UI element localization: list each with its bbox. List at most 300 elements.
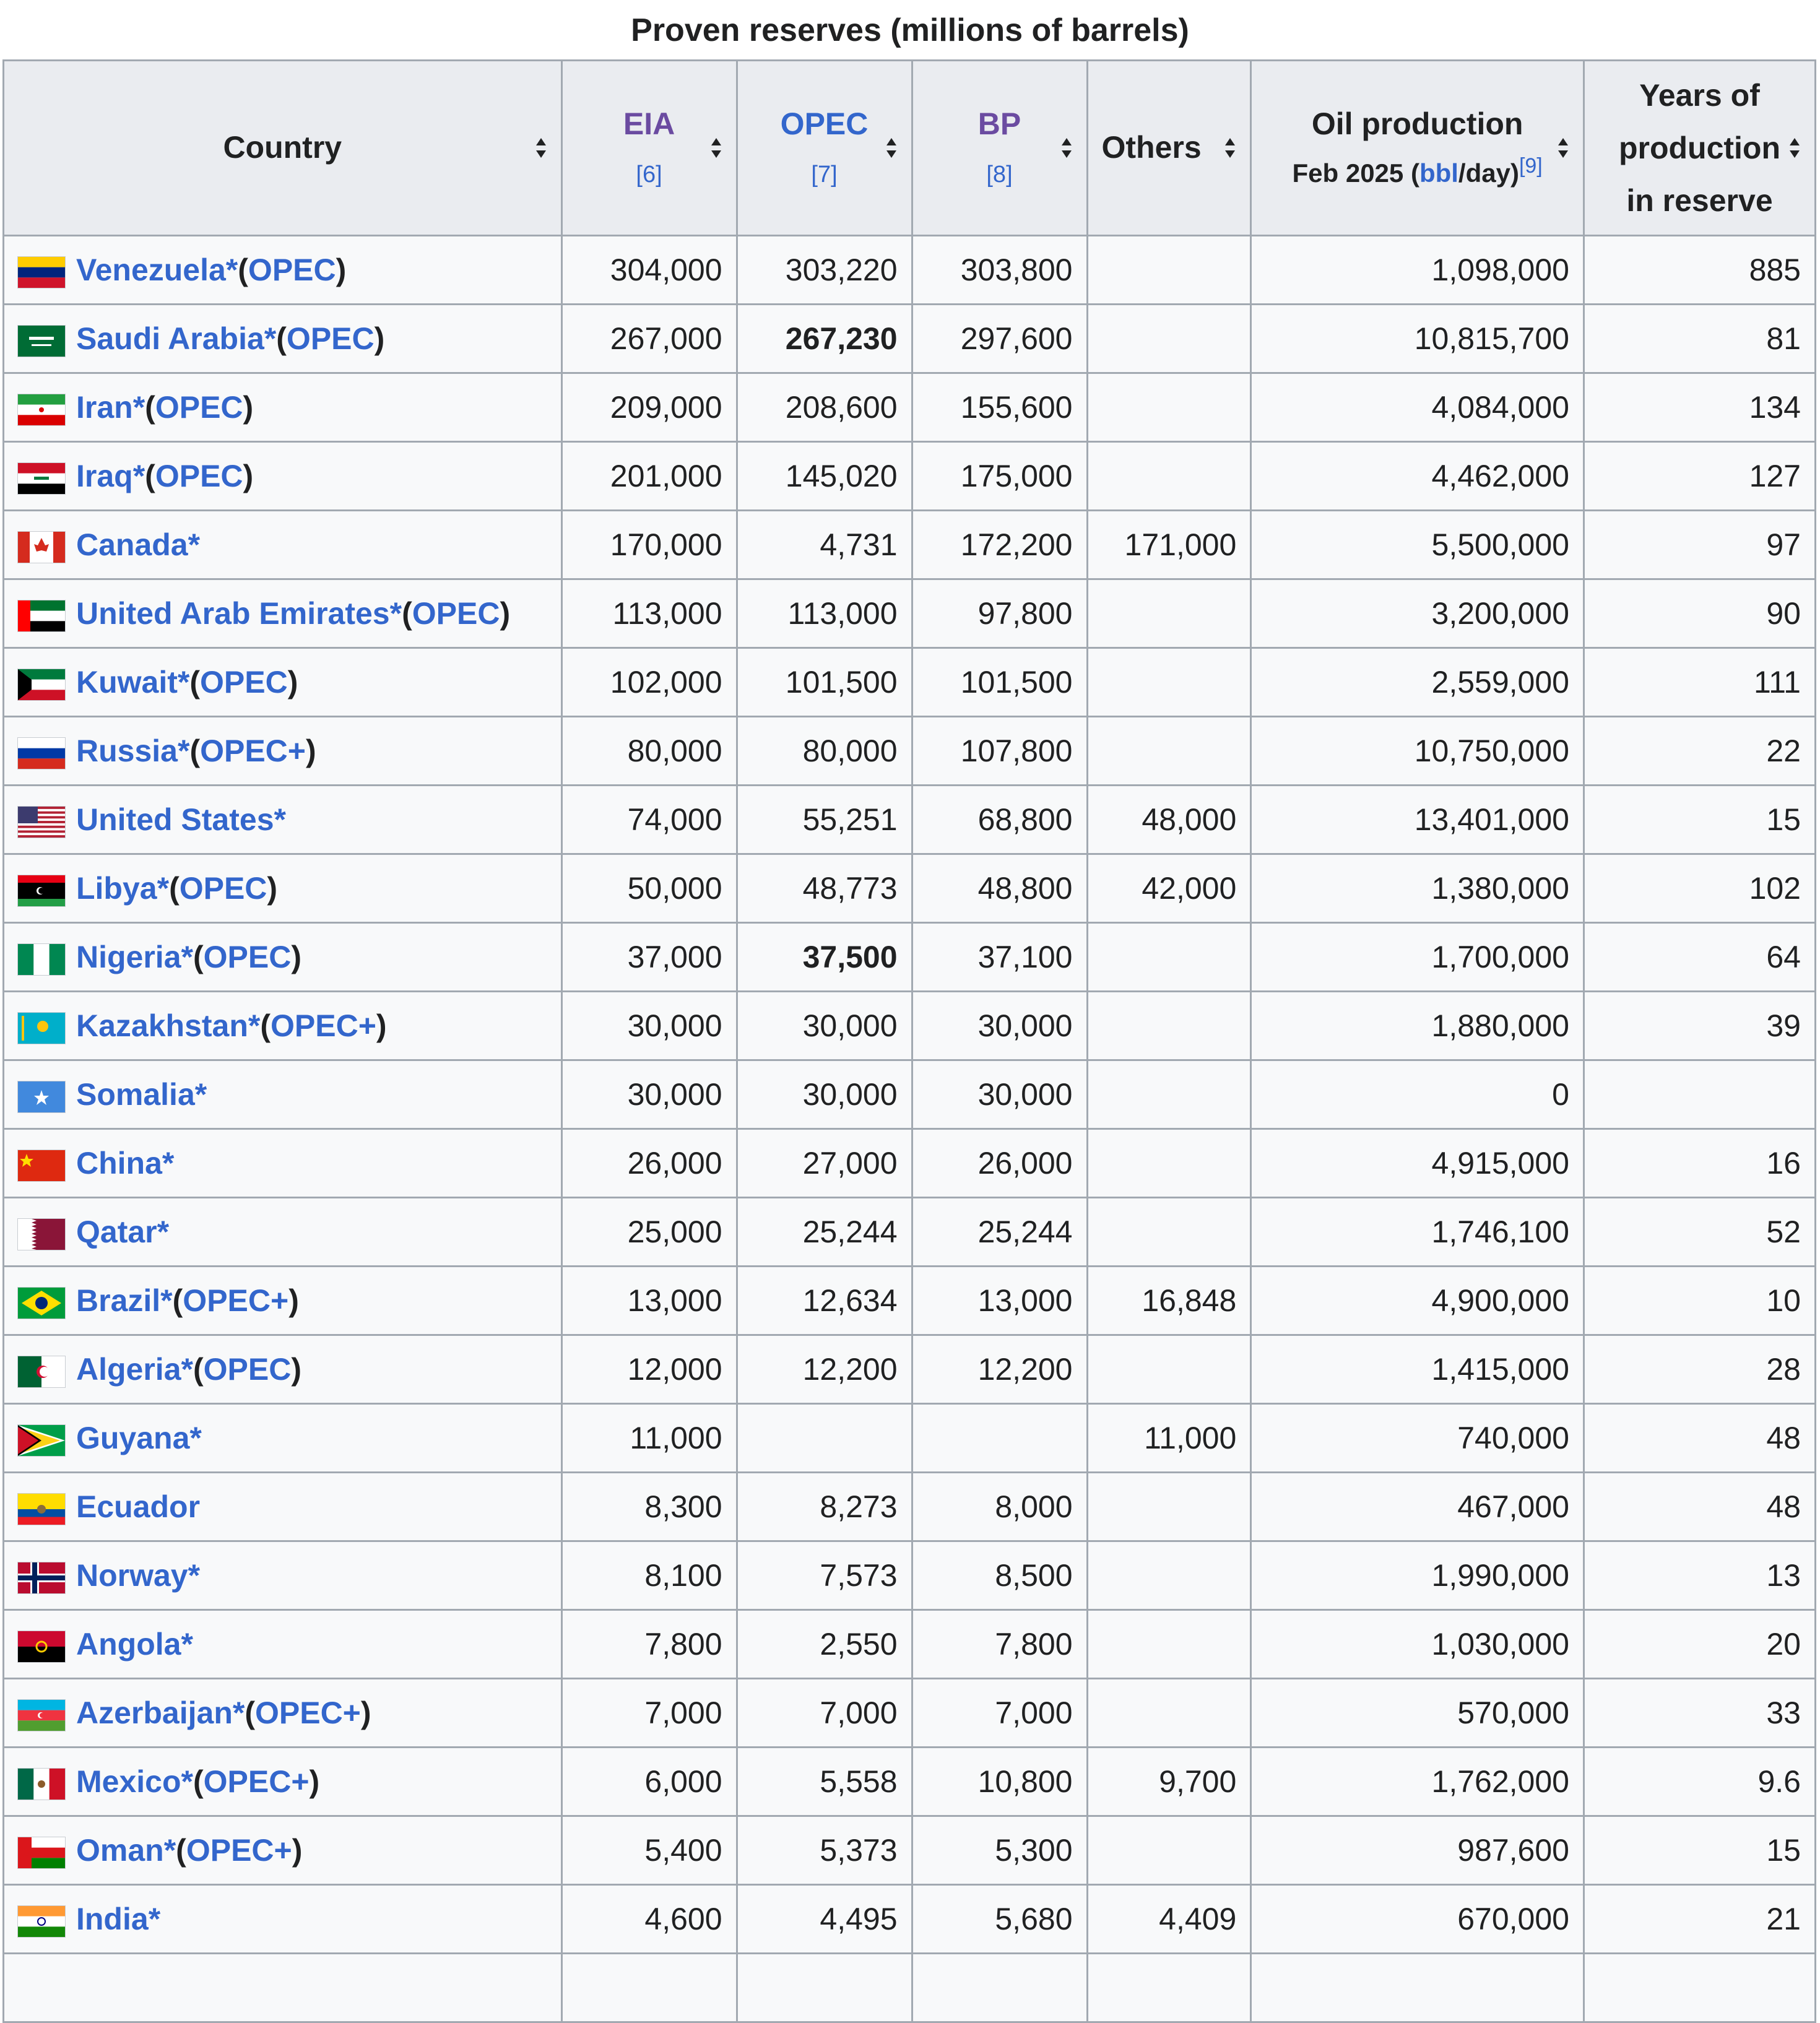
footnote-star-link[interactable]: * <box>181 940 193 974</box>
country-link[interactable]: Russia <box>76 734 178 768</box>
others-cell <box>1087 992 1251 1060</box>
column-header-opec[interactable] <box>737 61 912 236</box>
paren-open: ( <box>145 459 155 493</box>
others-cell <box>1087 923 1251 992</box>
others-cell <box>1087 305 1251 373</box>
bp-cell: 7,800 <box>912 1610 1087 1679</box>
column-header-years-in-reserve[interactable] <box>1584 61 1815 236</box>
years-cell: 90 <box>1584 579 1815 648</box>
opec-cell: 4,731 <box>737 511 912 579</box>
paren-open: ( <box>189 665 201 700</box>
opec-cell: 208,600 <box>737 373 912 442</box>
group-link[interactable]: OPEC+ <box>186 1833 292 1868</box>
years-cell: 48 <box>1584 1473 1815 1541</box>
bp-cell: 25,244 <box>912 1198 1087 1267</box>
bp-cell: 12,200 <box>912 1335 1087 1404</box>
country-cell <box>4 511 562 579</box>
bp-cell <box>912 1404 1087 1473</box>
footnote-star-link[interactable]: * <box>157 1215 170 1249</box>
eia-cell: 25,000 <box>561 1198 737 1267</box>
opec-cell: 25,244 <box>737 1198 912 1267</box>
footnote-star-link[interactable]: * <box>225 253 238 287</box>
guyana-flag-icon <box>18 1425 65 1456</box>
footnote-star-link[interactable]: * <box>162 1146 175 1180</box>
table-caption: Proven reserves (millions of barrels) <box>631 12 1189 48</box>
azerbaijan-flag-icon <box>18 1700 65 1731</box>
opec-cell: 30,000 <box>737 1060 912 1129</box>
production-header-title: Oil production <box>1311 106 1523 141</box>
eia-cell: 170,000 <box>561 511 737 579</box>
paren-open: ( <box>193 1764 204 1799</box>
paren-close: ) <box>288 1283 299 1318</box>
kazakhstan-flag-icon <box>18 1013 65 1044</box>
paren-close: ) <box>376 1008 387 1043</box>
country-link[interactable]: India <box>76 1902 149 1936</box>
years-cell: 127 <box>1584 442 1815 511</box>
years-cell: 111 <box>1584 648 1815 717</box>
country-link[interactable]: Guyana <box>76 1421 190 1455</box>
footnote-star-link[interactable]: * <box>132 390 145 425</box>
eia-cell: 13,000 <box>561 1267 737 1335</box>
country-cell <box>4 1816 562 1885</box>
table-row <box>4 923 1816 992</box>
eia-cell: 6,000 <box>561 1748 737 1816</box>
header-row <box>4 61 1816 236</box>
footnote-star-link[interactable]: * <box>274 802 286 837</box>
paren-close: ) <box>336 253 347 287</box>
production-cell: 4,900,000 <box>1251 1267 1584 1335</box>
country-link[interactable]: Saudi Arabia <box>76 321 264 356</box>
bp-cell: 37,100 <box>912 923 1087 992</box>
paren-close: ) <box>287 665 298 700</box>
footnote-star-link[interactable]: * <box>194 1077 207 1112</box>
footnote-star-link[interactable]: * <box>232 1696 245 1730</box>
table-row <box>4 373 1816 442</box>
russia-flag-icon <box>18 738 65 769</box>
others-cell <box>1087 1335 1251 1404</box>
footnote-star-link[interactable]: * <box>177 665 190 700</box>
sort-arrows-icon[interactable] <box>1060 137 1073 159</box>
sort-arrows-icon[interactable] <box>710 137 722 159</box>
country-link[interactable]: Iran <box>76 390 133 425</box>
years-cell <box>1584 1060 1815 1129</box>
opec-cell <box>737 1954 912 2022</box>
country-cell <box>4 1748 562 1816</box>
column-header-oil-production[interactable] <box>1251 61 1584 236</box>
sort-arrows-icon[interactable] <box>1224 137 1236 159</box>
table-row <box>4 1267 1816 1335</box>
table-row <box>4 717 1816 786</box>
group-link[interactable]: OPEC+ <box>271 1008 376 1043</box>
footnote-star-link[interactable]: * <box>181 1764 193 1799</box>
opec-cell: 37,500 <box>737 923 912 992</box>
group-link[interactable]: OPEC <box>155 390 243 425</box>
eia-cell: 201,000 <box>561 442 737 511</box>
years-cell: 9.6 <box>1584 1748 1815 1816</box>
years-cell: 885 <box>1584 236 1815 305</box>
uae-flag-icon <box>18 600 65 631</box>
eia-cell: 102,000 <box>561 648 737 717</box>
country-cell <box>4 1198 562 1267</box>
footnote-star-link[interactable]: * <box>264 321 277 356</box>
eia-cell: 12,000 <box>561 1335 737 1404</box>
bp-reference-link[interactable]: [8] <box>986 162 1013 188</box>
paren-open: ( <box>176 1833 186 1868</box>
eia-cell: 304,000 <box>561 236 737 305</box>
production-cell: 5,500,000 <box>1251 511 1584 579</box>
country-link[interactable]: Kazakhstan <box>76 1008 248 1043</box>
others-cell <box>1087 236 1251 305</box>
sort-arrows-icon[interactable] <box>1788 137 1801 159</box>
eia-cell: 5,400 <box>561 1816 737 1885</box>
production-cell: 4,915,000 <box>1251 1129 1584 1198</box>
years-cell: 39 <box>1584 992 1815 1060</box>
production-cell: 1,762,000 <box>1251 1748 1584 1816</box>
production-cell: 3,200,000 <box>1251 579 1584 648</box>
paren-open: ( <box>238 253 248 287</box>
table-row <box>4 1060 1816 1129</box>
opec-cell: 7,000 <box>737 1679 912 1748</box>
country-cell <box>4 1954 562 2022</box>
bp-cell: 30,000 <box>912 1060 1087 1129</box>
column-header-eia[interactable] <box>561 61 737 236</box>
production-sub-prefix: Feb 2025 ( <box>1292 158 1419 188</box>
bp-cell: 7,000 <box>912 1679 1087 1748</box>
opec-cell: 303,220 <box>737 236 912 305</box>
paren-open: ( <box>260 1008 271 1043</box>
years-cell: 22 <box>1584 717 1815 786</box>
bp-cell: 8,000 <box>912 1473 1087 1541</box>
others-cell: 48,000 <box>1087 786 1251 854</box>
sort-arrows-icon[interactable] <box>535 137 547 159</box>
opec-cell: 55,251 <box>737 786 912 854</box>
eia-reference-link[interactable]: [6] <box>636 162 662 188</box>
opec-cell: 48,773 <box>737 854 912 923</box>
group-link[interactable]: OPEC+ <box>200 734 306 768</box>
footnote-star-link[interactable]: * <box>157 871 170 906</box>
eia-cell: 80,000 <box>561 717 737 786</box>
paren-open: ( <box>276 321 287 356</box>
production-cell: 670,000 <box>1251 1885 1584 1954</box>
footnote-star-link[interactable]: * <box>148 1902 161 1936</box>
production-cell: 467,000 <box>1251 1473 1584 1541</box>
others-cell <box>1087 1129 1251 1198</box>
opec-cell: 12,200 <box>737 1335 912 1404</box>
opec-cell: 12,634 <box>737 1267 912 1335</box>
country-link[interactable]: Nigeria <box>76 940 181 974</box>
footnote-star-link[interactable]: * <box>163 1833 176 1868</box>
column-header-bp[interactable] <box>912 61 1087 236</box>
table-row <box>4 1610 1816 1679</box>
opec-reference-link[interactable]: [7] <box>811 162 838 188</box>
table-row <box>4 1541 1816 1610</box>
country-link[interactable]: Canada <box>76 527 188 562</box>
country-cell <box>4 717 562 786</box>
others-cell <box>1087 1198 1251 1267</box>
bp-cell: 101,500 <box>912 648 1087 717</box>
footnote-star-link[interactable]: * <box>248 1008 261 1043</box>
country-link[interactable]: Azerbaijan <box>76 1696 233 1730</box>
eia-cell: 267,000 <box>561 305 737 373</box>
footnote-star-link[interactable]: * <box>181 1352 193 1387</box>
paren-close: ) <box>306 734 316 768</box>
years-cell: 97 <box>1584 511 1815 579</box>
production-cell: 4,462,000 <box>1251 442 1584 511</box>
qatar-flag-icon <box>18 1219 65 1250</box>
saudi-arabia-flag-icon <box>18 326 65 357</box>
group-link[interactable]: OPEC+ <box>183 1283 289 1318</box>
eia-cell: 50,000 <box>561 854 737 923</box>
years-cell: 13 <box>1584 1541 1815 1610</box>
eia-cell: 209,000 <box>561 373 737 442</box>
opec-cell: 27,000 <box>737 1129 912 1198</box>
production-cell: 570,000 <box>1251 1679 1584 1748</box>
bp-cell: 68,800 <box>912 786 1087 854</box>
opec-cell: 80,000 <box>737 717 912 786</box>
production-reference-link[interactable]: [9] <box>1519 154 1543 178</box>
paren-close: ) <box>243 390 254 425</box>
country-cell <box>4 579 562 648</box>
bp-cell: 155,600 <box>912 373 1087 442</box>
paren-close: ) <box>291 940 301 974</box>
opec-cell: 145,020 <box>737 442 912 511</box>
eia-header-link[interactable]: EIA <box>623 106 675 141</box>
opec-cell: 7,573 <box>737 1541 912 1610</box>
country-cell <box>4 923 562 992</box>
others-cell <box>1087 1610 1251 1679</box>
years-cell: 16 <box>1584 1129 1815 1198</box>
country-cell <box>4 1885 562 1954</box>
footnote-star-link[interactable]: * <box>177 734 190 768</box>
venezuela-flag-icon <box>18 257 65 288</box>
country-link[interactable]: China <box>76 1146 162 1180</box>
eia-cell: 113,000 <box>561 579 737 648</box>
sort-arrows-icon[interactable] <box>1557 137 1569 159</box>
ecuador-flag-icon <box>18 1494 65 1525</box>
paren-close: ) <box>267 871 278 906</box>
others-cell <box>1087 373 1251 442</box>
opec-cell: 267,230 <box>737 305 912 373</box>
country-cell <box>4 1335 562 1404</box>
libya-flag-icon <box>18 875 65 906</box>
table-row <box>4 992 1816 1060</box>
footnote-star-link[interactable]: * <box>189 1421 202 1455</box>
eia-cell: 30,000 <box>561 1060 737 1129</box>
others-cell <box>1087 579 1251 648</box>
footnote-star-link[interactable]: * <box>181 1627 193 1661</box>
table-row <box>4 648 1816 717</box>
country-cell <box>4 1404 562 1473</box>
bp-cell: 297,600 <box>912 305 1087 373</box>
table-row <box>4 1748 1816 1816</box>
others-cell <box>1087 1541 1251 1610</box>
years-cell: 15 <box>1584 786 1815 854</box>
country-link[interactable]: Angola <box>76 1627 181 1661</box>
eia-cell: 7,000 <box>561 1679 737 1748</box>
years-cell: 102 <box>1584 854 1815 923</box>
country-link[interactable]: Brazil <box>76 1283 161 1318</box>
others-cell <box>1087 1954 1251 2022</box>
paren-close: ) <box>500 596 511 631</box>
country-link[interactable]: United Arab Emirates <box>76 596 390 631</box>
paren-open: ( <box>169 871 180 906</box>
production-sub-suffix: /day) <box>1458 158 1519 188</box>
bp-cell: 107,800 <box>912 717 1087 786</box>
group-link[interactable]: OPEC <box>179 871 267 906</box>
country-link[interactable]: Qatar <box>76 1215 157 1249</box>
country-link[interactable]: Oman <box>76 1833 164 1868</box>
eia-cell: 11,000 <box>561 1404 737 1473</box>
paren-open: ( <box>172 1283 183 1318</box>
production-cell: 1,746,100 <box>1251 1198 1584 1267</box>
bp-cell: 48,800 <box>912 854 1087 923</box>
others-cell <box>1087 648 1251 717</box>
country-link[interactable]: Norway <box>76 1558 188 1593</box>
mexico-flag-icon <box>18 1769 65 1800</box>
years-cell: 64 <box>1584 923 1815 992</box>
table-row <box>4 1198 1816 1267</box>
table-row <box>4 1816 1816 1885</box>
oman-flag-icon <box>18 1837 65 1868</box>
bp-cell: 97,800 <box>912 579 1087 648</box>
others-cell: 16,848 <box>1087 1267 1251 1335</box>
column-header-others[interactable] <box>1087 61 1251 236</box>
kuwait-flag-icon <box>18 669 65 700</box>
group-link[interactable]: OPEC+ <box>254 1696 361 1730</box>
footnote-star-link[interactable]: * <box>188 527 201 562</box>
others-cell: 9,700 <box>1087 1748 1251 1816</box>
bp-cell: 13,000 <box>912 1267 1087 1335</box>
eia-cell: 4,600 <box>561 1885 737 1954</box>
production-cell: 0 <box>1251 1060 1584 1129</box>
group-link[interactable]: OPEC <box>203 940 292 974</box>
years-cell: 48 <box>1584 1404 1815 1473</box>
years-cell: 21 <box>1584 1885 1815 1954</box>
country-link[interactable]: Ecuador <box>76 1489 201 1524</box>
country-cell <box>4 442 562 511</box>
country-cell <box>4 1129 562 1198</box>
country-link[interactable]: Iraq <box>76 459 133 493</box>
country-link[interactable]: Algeria <box>76 1352 181 1387</box>
table-row <box>4 1473 1816 1541</box>
country-link[interactable]: United States <box>76 802 274 837</box>
production-cell: 740,000 <box>1251 1404 1584 1473</box>
opec-cell: 4,495 <box>737 1885 912 1954</box>
country-link[interactable]: Kuwait <box>76 665 178 700</box>
bp-cell: 10,800 <box>912 1748 1087 1816</box>
norway-flag-icon <box>18 1562 65 1593</box>
paren-close: ) <box>243 459 254 493</box>
opec-cell: 8,273 <box>737 1473 912 1541</box>
eia-cell: 7,800 <box>561 1610 737 1679</box>
group-link[interactable]: OPEC <box>286 321 375 356</box>
others-cell <box>1087 1816 1251 1885</box>
paren-open: ( <box>245 1696 255 1730</box>
table-row <box>4 1885 1816 1954</box>
nigeria-flag-icon <box>18 944 65 975</box>
footnote-star-link[interactable]: * <box>160 1283 173 1318</box>
production-cell: 1,990,000 <box>1251 1541 1584 1610</box>
paren-open: ( <box>402 596 412 631</box>
bp-cell: 26,000 <box>912 1129 1087 1198</box>
group-link[interactable]: OPEC <box>200 665 288 700</box>
eia-cell: 30,000 <box>561 992 737 1060</box>
others-cell: 4,409 <box>1087 1885 1251 1954</box>
table-row <box>4 1679 1816 1748</box>
bp-cell: 8,500 <box>912 1541 1087 1610</box>
opec-cell: 5,558 <box>737 1748 912 1816</box>
opec-cell: 30,000 <box>737 992 912 1060</box>
table-row <box>4 442 1816 511</box>
production-cell <box>1251 1954 1584 2022</box>
sort-arrows-icon[interactable] <box>885 137 898 159</box>
bp-cell: 175,000 <box>912 442 1087 511</box>
country-link[interactable]: Libya <box>76 871 157 906</box>
group-link[interactable]: OPEC <box>203 1352 292 1387</box>
group-link[interactable]: OPEC <box>155 459 243 493</box>
bp-header-link[interactable]: BP <box>977 106 1021 141</box>
somalia-flag-icon <box>18 1081 65 1112</box>
country-link[interactable]: Venezuela <box>76 253 226 287</box>
paren-close: ) <box>374 321 385 356</box>
production-cell: 1,415,000 <box>1251 1335 1584 1404</box>
opec-header-link[interactable]: OPEC <box>780 106 869 141</box>
bp-cell: 30,000 <box>912 992 1087 1060</box>
table-row <box>4 1129 1816 1198</box>
production-cell: 1,700,000 <box>1251 923 1584 992</box>
table-row <box>4 305 1816 373</box>
others-cell <box>1087 1060 1251 1129</box>
paren-open: ( <box>189 734 201 768</box>
group-link[interactable]: OPEC <box>412 596 500 631</box>
opec-cell: 113,000 <box>737 579 912 648</box>
table-row <box>4 511 1816 579</box>
others-cell: 11,000 <box>1087 1404 1251 1473</box>
country-cell <box>4 1541 562 1610</box>
country-cell <box>4 1060 562 1129</box>
production-cell: 1,098,000 <box>1251 236 1584 305</box>
country-cell <box>4 1473 562 1541</box>
footnote-star-link[interactable]: * <box>132 459 145 493</box>
paren-open: ( <box>193 1352 204 1387</box>
column-header-country[interactable] <box>4 61 562 236</box>
bp-cell <box>912 1954 1087 2022</box>
table-row <box>4 1954 1816 2022</box>
years-cell <box>1584 1954 1815 2022</box>
years-header-line1: Years of <box>1639 77 1760 113</box>
country-cell <box>4 1610 562 1679</box>
group-link[interactable]: OPEC <box>248 253 336 287</box>
footnote-star-link[interactable]: * <box>188 1558 201 1593</box>
eia-cell: 26,000 <box>561 1129 737 1198</box>
table-row <box>4 579 1816 648</box>
bp-cell: 5,300 <box>912 1816 1087 1885</box>
years-cell: 20 <box>1584 1610 1815 1679</box>
group-link[interactable]: OPEC+ <box>203 1764 310 1799</box>
country-link[interactable]: Mexico <box>76 1764 181 1799</box>
production-cell: 1,380,000 <box>1251 854 1584 923</box>
footnote-star-link[interactable]: * <box>389 596 402 631</box>
country-link[interactable]: Somalia <box>76 1077 195 1112</box>
country-cell <box>4 854 562 923</box>
india-flag-icon <box>18 1906 65 1937</box>
others-cell <box>1087 1679 1251 1748</box>
years-cell: 134 <box>1584 373 1815 442</box>
bbl-link[interactable]: bbl <box>1419 158 1458 188</box>
paren-close: ) <box>360 1696 371 1730</box>
country-header-label: Country <box>223 130 342 165</box>
country-cell <box>4 236 562 305</box>
